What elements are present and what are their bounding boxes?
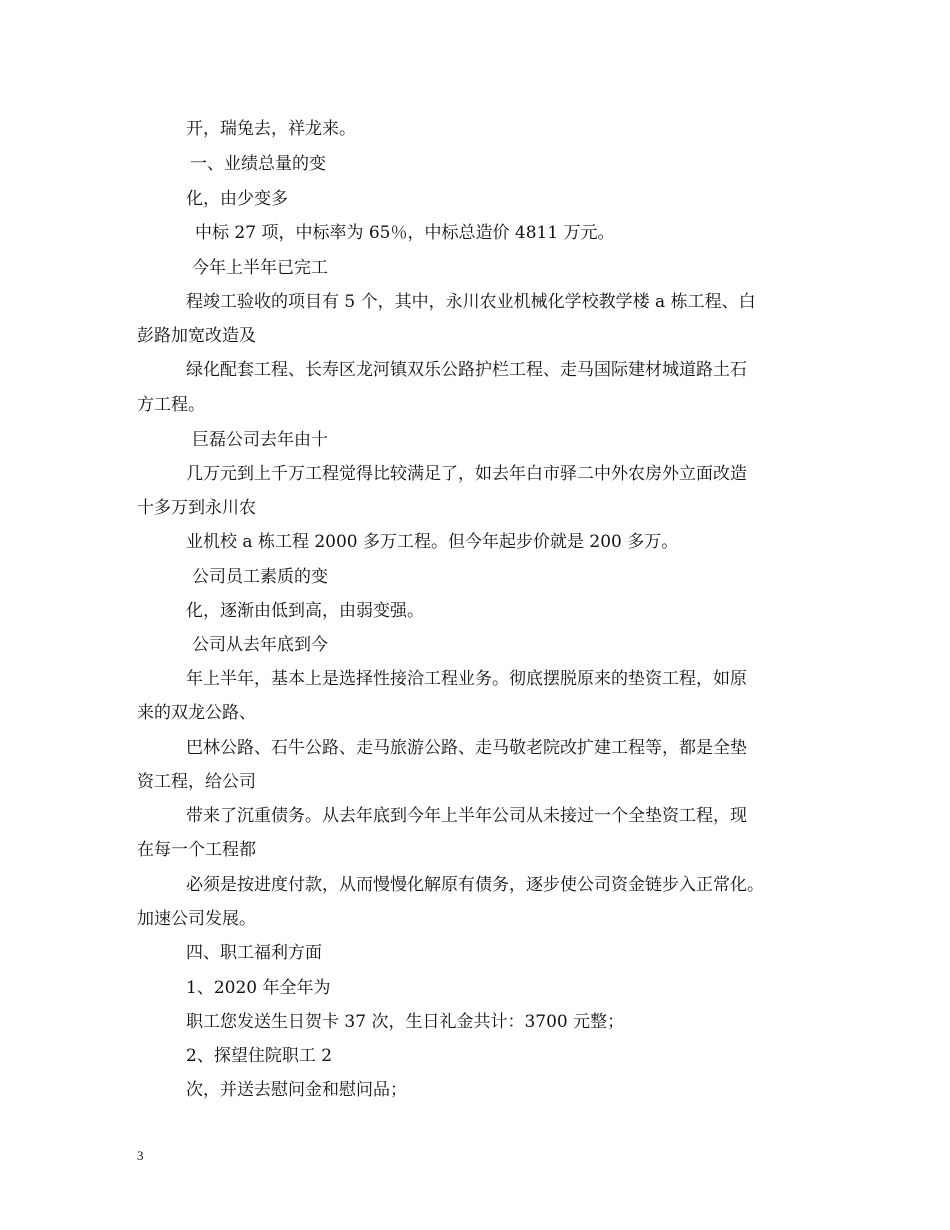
text-line: 巴林公路、石牛公路、走马旅游公路、走马敬老院改扩建工程等，都是全垫 — [186, 738, 747, 758]
text-line: 在每一个工程都 — [137, 840, 256, 860]
text-line: 化，由少变多 — [186, 189, 288, 209]
text-line: 来的双龙公路、 — [137, 703, 256, 723]
text-line: 开，瑞兔去，祥龙来。 — [186, 119, 356, 139]
text-line: 方工程。 — [137, 395, 205, 415]
text-line: 职工您发送生日贺卡 37 次，生日礼金共计：3700 元整； — [186, 1012, 625, 1032]
text-line: 十多万到永川农 — [137, 498, 256, 518]
text-line: 彭路加宽改造及 — [137, 326, 256, 346]
text-line: 几万元到上千万工程觉得比较满足了，如去年白市驿二中外农房外立面改造 — [186, 464, 747, 484]
text-line: 巨磊公司去年由十 — [192, 430, 328, 450]
section-heading: 一、业绩总量的变 — [190, 154, 326, 174]
text-line: 公司从去年底到今 — [192, 635, 328, 655]
text-line: 必须是按进度付款，从而慢慢化解原有债务，逐步使公司资金链步入正常化。 — [186, 875, 764, 895]
text-line: 化，逐渐由低到高，由弱变强。 — [186, 601, 424, 621]
page-number: 3 — [137, 1148, 144, 1163]
text-line: 今年上半年已完工 — [192, 258, 328, 278]
text-line: 资工程，给公司 — [137, 772, 256, 792]
text-line: 程竣工验收的项目有 5 个，其中，永川农业机械化学校教学楼 a 栋工程、白 — [186, 292, 756, 312]
text-line: 1、2020 年全年为 — [186, 978, 331, 998]
text-line: 中标 27 项，中标率为 65％，中标总造价 4811 万元。 — [195, 223, 615, 243]
text-line: 加速公司发展。 — [137, 909, 256, 929]
text-line: 业机校 a 栋工程 2000 多万工程。但今年起步价就是 200 多万。 — [186, 532, 679, 552]
text-line: 年上半年，基本上是选择性接洽工程业务。彻底摆脱原来的垫资工程，如原 — [186, 669, 747, 689]
text-line: 绿化配套工程、长寿区龙河镇双乐公路护栏工程、走马国际建材城道路土石 — [186, 360, 747, 380]
text-line: 次，并送去慰问金和慰问品； — [186, 1080, 407, 1100]
text-line: 带来了沉重债务。从去年底到今年上半年公司从未接过一个全垫资工程，现 — [186, 806, 747, 826]
text-line: 2、探望住院职工 2 — [186, 1046, 333, 1066]
section-heading: 四、职工福利方面 — [186, 943, 322, 963]
text-line: 公司员工素质的变 — [192, 567, 328, 587]
